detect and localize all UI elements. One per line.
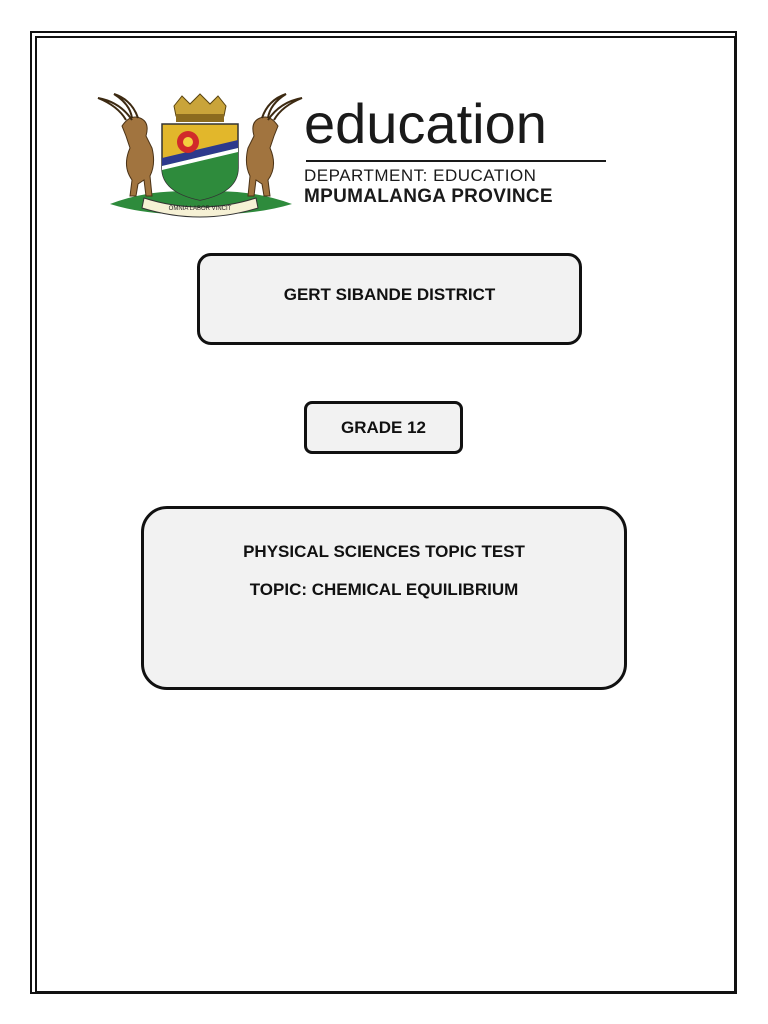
grade-label: GRADE 12 <box>340 418 427 437</box>
logo-divider <box>306 160 606 162</box>
province-label: MPUMALANGA PROVINCE <box>304 186 553 207</box>
test-title: PHYSICAL SCIENCES TOPIC TEST <box>243 542 525 561</box>
header <box>92 92 612 222</box>
topic-box <box>141 506 627 690</box>
department-label: DEPARTMENT: EDUCATION <box>304 166 537 185</box>
topic-title: TOPIC: CHEMICAL EQUILIBRIUM <box>249 580 519 599</box>
mpumalanga-coat-of-arms-icon <box>92 92 308 222</box>
district-box <box>197 253 582 345</box>
grade-box <box>304 401 463 454</box>
district-label: GERT SIBANDE DISTRICT <box>283 285 496 304</box>
svg-text:OMNIA LABOR VINCIT: OMNIA LABOR VINCIT <box>168 206 232 212</box>
logo-wordmark: education <box>304 92 547 155</box>
